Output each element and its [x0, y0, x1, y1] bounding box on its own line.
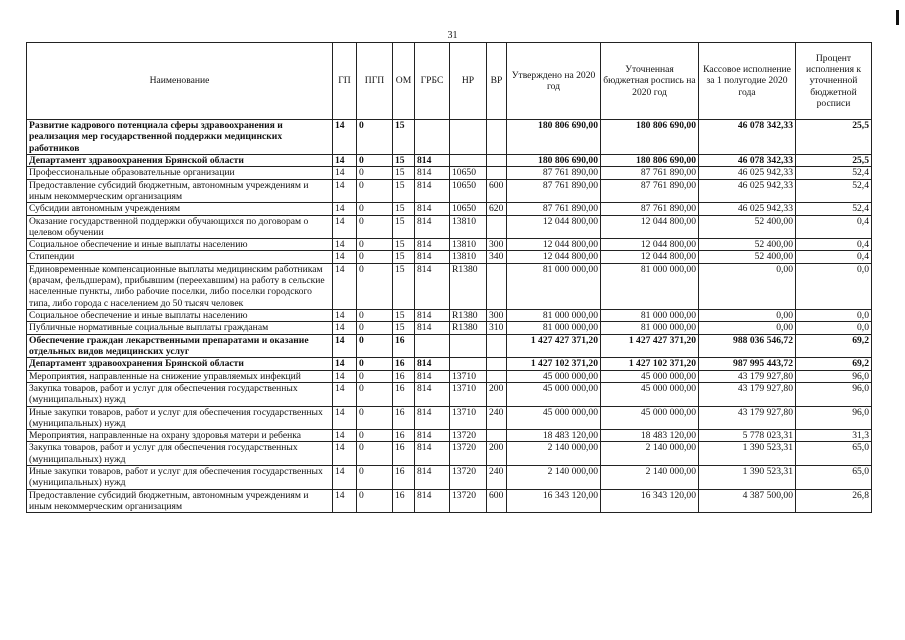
cell-cash: 46 025 942,33 [699, 179, 796, 203]
cell-revised: 87 761 890,00 [601, 167, 699, 179]
table-row [27, 406, 872, 430]
cell-om: 15 [393, 167, 415, 179]
header-gp: ГП [333, 43, 357, 120]
header-grbs: ГРБС [415, 43, 450, 120]
table-row [27, 442, 872, 466]
cell-name: Департамент здравоохранения Брянской области [27, 358, 333, 370]
cell-vr [487, 430, 507, 442]
cell-approved: 18 483 120,00 [507, 430, 601, 442]
cell-vr: 600 [487, 179, 507, 203]
cell-vr [487, 167, 507, 179]
cell-percent: 96,0 [796, 370, 872, 382]
cell-revised: 16 343 120,00 [601, 489, 699, 513]
cell-grbs: 814 [415, 358, 450, 370]
cell-np: 13710 [450, 382, 487, 406]
cell-pgp: 0 [357, 179, 393, 203]
cell-np: R1380 [450, 310, 487, 322]
table-row [27, 167, 872, 179]
cell-pgp: 0 [357, 167, 393, 179]
cell-gp: 14 [333, 203, 357, 215]
cell-revised: 12 044 800,00 [601, 215, 699, 239]
cell-name: Закупка товаров, работ и услуг для обеспечения государственных (муниципальных) нужд [27, 382, 333, 406]
table-body [27, 120, 872, 513]
cell-percent: 65,0 [796, 442, 872, 466]
header-np: НР [450, 43, 487, 120]
cell-percent: 0,4 [796, 215, 872, 239]
cell-name: Публичные нормативные социальные выплаты гражданам [27, 322, 333, 334]
cell-vr: 620 [487, 203, 507, 215]
cell-cash: 0,00 [699, 310, 796, 322]
cell-percent: 0,0 [796, 310, 872, 322]
cell-percent: 0,0 [796, 322, 872, 334]
cell-vr [487, 358, 507, 370]
cell-np: 13810 [450, 239, 487, 251]
cell-revised: 2 140 000,00 [601, 442, 699, 466]
cell-grbs: 814 [415, 167, 450, 179]
cell-cash: 988 036 546,72 [699, 334, 796, 358]
cell-np: 13720 [450, 430, 487, 442]
table-row [27, 263, 872, 309]
cell-percent: 69,2 [796, 334, 872, 358]
cell-vr: 200 [487, 442, 507, 466]
cell-name: Оказание государственной поддержки обучающихся по договорам о целевом обучении [27, 215, 333, 239]
cell-revised: 12 044 800,00 [601, 239, 699, 251]
header-percent: Процент исполнения к уточненной бюджетной росписи [796, 43, 872, 120]
cell-revised: 180 806 690,00 [601, 154, 699, 166]
cell-approved: 45 000 000,00 [507, 406, 601, 430]
cell-gp: 14 [333, 263, 357, 309]
cell-revised: 18 483 120,00 [601, 430, 699, 442]
table-row [27, 334, 872, 358]
cell-name: Департамент здравоохранения Брянской области [27, 154, 333, 166]
cell-pgp: 0 [357, 310, 393, 322]
cell-om: 15 [393, 263, 415, 309]
cell-grbs: 814 [415, 215, 450, 239]
cell-gp: 14 [333, 167, 357, 179]
cell-revised: 87 761 890,00 [601, 179, 699, 203]
cell-np [450, 120, 487, 155]
cell-revised: 45 000 000,00 [601, 406, 699, 430]
cell-pgp: 0 [357, 203, 393, 215]
cell-gp: 14 [333, 334, 357, 358]
cell-percent: 0,4 [796, 239, 872, 251]
header-cash: Кассовое исполнение за 1 полугодие 2020 года [699, 43, 796, 120]
cell-np: 13810 [450, 215, 487, 239]
cell-np [450, 154, 487, 166]
cell-cash: 987 995 443,72 [699, 358, 796, 370]
cell-om: 15 [393, 215, 415, 239]
cell-pgp: 0 [357, 251, 393, 263]
cell-percent: 65,0 [796, 466, 872, 490]
cell-pgp: 0 [357, 215, 393, 239]
cell-om: 15 [393, 154, 415, 166]
cell-grbs: 814 [415, 370, 450, 382]
cell-om: 16 [393, 489, 415, 513]
cell-gp: 14 [333, 154, 357, 166]
cell-percent: 52,4 [796, 203, 872, 215]
cell-grbs: 814 [415, 239, 450, 251]
cell-pgp: 0 [357, 239, 393, 251]
table-row [27, 322, 872, 334]
cell-pgp: 0 [357, 370, 393, 382]
cell-approved: 12 044 800,00 [507, 251, 601, 263]
cell-cash: 46 078 342,33 [699, 154, 796, 166]
cell-cash: 43 179 927,80 [699, 382, 796, 406]
cell-pgp: 0 [357, 334, 393, 358]
cell-om: 15 [393, 251, 415, 263]
cell-name: Мероприятия, направленные на охрану здоровья матери и ребенка [27, 430, 333, 442]
cell-revised: 1 427 102 371,20 [601, 358, 699, 370]
budget-table [26, 42, 872, 513]
cell-gp: 14 [333, 322, 357, 334]
cell-grbs: 814 [415, 263, 450, 309]
cell-pgp: 0 [357, 358, 393, 370]
cell-gp: 14 [333, 310, 357, 322]
cell-grbs: 814 [415, 489, 450, 513]
cell-np: 13810 [450, 251, 487, 263]
cell-percent: 52,4 [796, 167, 872, 179]
cell-revised: 2 140 000,00 [601, 466, 699, 490]
cell-vr: 310 [487, 322, 507, 334]
cell-grbs: 814 [415, 322, 450, 334]
cell-percent: 96,0 [796, 382, 872, 406]
cell-cash: 0,00 [699, 263, 796, 309]
header-approved: Утверждено на 2020 год [507, 43, 601, 120]
cell-approved: 16 343 120,00 [507, 489, 601, 513]
cell-vr: 200 [487, 382, 507, 406]
cell-grbs: 814 [415, 203, 450, 215]
cell-cash: 43 179 927,80 [699, 370, 796, 382]
header-revised: Уточненная бюджетная роспись на 2020 год [601, 43, 699, 120]
cell-vr: 340 [487, 251, 507, 263]
cell-percent: 96,0 [796, 406, 872, 430]
cell-om: 16 [393, 442, 415, 466]
cell-gp: 14 [333, 358, 357, 370]
cell-revised: 12 044 800,00 [601, 251, 699, 263]
header-om: ОМ [393, 43, 415, 120]
cell-vr [487, 215, 507, 239]
cell-name: Профессиональные образовательные организации [27, 167, 333, 179]
cell-percent: 31,3 [796, 430, 872, 442]
header-pgp: ПГП [357, 43, 393, 120]
cell-revised: 45 000 000,00 [601, 370, 699, 382]
cell-cash: 0,00 [699, 322, 796, 334]
cell-name: Обеспечение граждан лекарственными препаратами и оказание отдельных видов медицинских услуг [27, 334, 333, 358]
table-row [27, 251, 872, 263]
cell-name: Иные закупки товаров, работ и услуг для обеспечения государственных (муниципальных) нужд [27, 406, 333, 430]
cell-cash: 4 387 500,00 [699, 489, 796, 513]
cell-gp: 14 [333, 179, 357, 203]
cell-om: 16 [393, 382, 415, 406]
cell-approved: 2 140 000,00 [507, 466, 601, 490]
cell-percent: 0,0 [796, 263, 872, 309]
cell-grbs: 814 [415, 251, 450, 263]
table-row [27, 239, 872, 251]
cell-cash: 52 400,00 [699, 251, 796, 263]
cell-name: Социальное обеспечение и иные выплаты населению [27, 239, 333, 251]
cell-vr: 300 [487, 310, 507, 322]
cell-vr [487, 154, 507, 166]
cell-vr [487, 334, 507, 358]
cell-name: Развитие кадрового потенциала сферы здравоохранения и реализация мер государственной поддержки медицинских работников [27, 120, 333, 155]
cell-np: R1380 [450, 263, 487, 309]
cell-gp: 14 [333, 251, 357, 263]
cell-np [450, 334, 487, 358]
cell-om: 15 [393, 203, 415, 215]
cell-np: 10650 [450, 167, 487, 179]
header-row [27, 43, 872, 120]
cell-grbs: 814 [415, 466, 450, 490]
cell-approved: 2 140 000,00 [507, 442, 601, 466]
cell-cash: 43 179 927,80 [699, 406, 796, 430]
table-row [27, 215, 872, 239]
table-row [27, 370, 872, 382]
table-row [27, 203, 872, 215]
cell-cash: 5 778 023,31 [699, 430, 796, 442]
cell-cash: 46 078 342,33 [699, 120, 796, 155]
cell-om: 15 [393, 322, 415, 334]
cell-gp: 14 [333, 120, 357, 155]
cell-cash: 46 025 942,33 [699, 203, 796, 215]
table-row [27, 179, 872, 203]
cell-vr: 240 [487, 466, 507, 490]
cell-approved: 1 427 427 371,20 [507, 334, 601, 358]
cell-gp: 14 [333, 239, 357, 251]
cell-revised: 87 761 890,00 [601, 203, 699, 215]
cell-pgp: 0 [357, 120, 393, 155]
cell-name: Единовременные компенсационные выплаты медицинским работникам (врачам, фельдшерам), прибывшим (переехавшим) на работу в сельские населенные пункты, либо рабочие поселки, либо поселки городского типа, либо города с населением до 50 тысяч человек [27, 263, 333, 309]
cell-approved: 87 761 890,00 [507, 203, 601, 215]
cell-name: Мероприятия, направленные на снижение управляемых инфекций [27, 370, 333, 382]
cell-gp: 14 [333, 442, 357, 466]
cell-name: Стипендии [27, 251, 333, 263]
cell-approved: 180 806 690,00 [507, 120, 601, 155]
cell-approved: 87 761 890,00 [507, 179, 601, 203]
table-row [27, 430, 872, 442]
cell-np: 13720 [450, 442, 487, 466]
cell-grbs: 814 [415, 382, 450, 406]
cell-pgp: 0 [357, 489, 393, 513]
cell-om: 16 [393, 370, 415, 382]
cell-approved: 81 000 000,00 [507, 310, 601, 322]
cell-approved: 12 044 800,00 [507, 215, 601, 239]
table-row [27, 466, 872, 490]
cell-np: 13720 [450, 489, 487, 513]
cell-percent: 25,5 [796, 154, 872, 166]
cell-cash: 1 390 523,31 [699, 466, 796, 490]
cell-gp: 14 [333, 406, 357, 430]
table-row [27, 120, 872, 155]
cell-pgp: 0 [357, 382, 393, 406]
cell-om: 15 [393, 179, 415, 203]
cell-om: 15 [393, 310, 415, 322]
cell-approved: 81 000 000,00 [507, 322, 601, 334]
cell-om: 15 [393, 120, 415, 155]
cell-pgp: 0 [357, 322, 393, 334]
cell-name: Субсидии автономным учреждениям [27, 203, 333, 215]
table-row [27, 358, 872, 370]
cell-name: Закупка товаров, работ и услуг для обеспечения государственных (муниципальных) нужд [27, 442, 333, 466]
cell-vr [487, 263, 507, 309]
cell-name: Предоставление субсидий бюджетным, автономным учреждениям и иным некоммерческим организациям [27, 489, 333, 513]
cell-vr [487, 370, 507, 382]
cell-vr: 240 [487, 406, 507, 430]
table-row [27, 310, 872, 322]
cell-revised: 81 000 000,00 [601, 263, 699, 309]
cell-revised: 81 000 000,00 [601, 322, 699, 334]
cell-om: 16 [393, 406, 415, 430]
cell-revised: 45 000 000,00 [601, 382, 699, 406]
cell-grbs [415, 120, 450, 155]
cell-name: Предоставление субсидий бюджетным, автономным учреждениям и иным некоммерческим организациям [27, 179, 333, 203]
cell-revised: 180 806 690,00 [601, 120, 699, 155]
table-row [27, 489, 872, 513]
cell-grbs: 814 [415, 406, 450, 430]
cell-vr: 600 [487, 489, 507, 513]
cell-np: 10650 [450, 203, 487, 215]
cell-percent: 69,2 [796, 358, 872, 370]
header-name: Наименование [27, 43, 333, 120]
cell-gp: 14 [333, 215, 357, 239]
cell-approved: 81 000 000,00 [507, 263, 601, 309]
cell-gp: 14 [333, 370, 357, 382]
cell-om: 15 [393, 239, 415, 251]
cell-pgp: 0 [357, 406, 393, 430]
cell-vr [487, 120, 507, 155]
table-row [27, 154, 872, 166]
cell-om: 16 [393, 466, 415, 490]
cell-gp: 14 [333, 430, 357, 442]
page-number: 31 [447, 30, 458, 41]
cell-approved: 45 000 000,00 [507, 382, 601, 406]
cell-grbs: 814 [415, 430, 450, 442]
cell-percent: 0,4 [796, 251, 872, 263]
cell-pgp: 0 [357, 466, 393, 490]
cell-pgp: 0 [357, 263, 393, 309]
cell-grbs: 814 [415, 310, 450, 322]
cell-approved: 87 761 890,00 [507, 167, 601, 179]
cell-np [450, 358, 487, 370]
cell-pgp: 0 [357, 442, 393, 466]
cell-np: 13720 [450, 466, 487, 490]
cell-name: Социальное обеспечение и иные выплаты населению [27, 310, 333, 322]
cell-gp: 14 [333, 466, 357, 490]
table-row [27, 382, 872, 406]
cell-revised: 1 427 427 371,20 [601, 334, 699, 358]
cell-cash: 46 025 942,33 [699, 167, 796, 179]
cell-om: 16 [393, 358, 415, 370]
cell-percent: 52,4 [796, 179, 872, 203]
header-vr: ВР [487, 43, 507, 120]
cell-np: 13710 [450, 370, 487, 382]
cell-cash: 52 400,00 [699, 239, 796, 251]
cell-grbs: 814 [415, 442, 450, 466]
cell-pgp: 0 [357, 430, 393, 442]
cell-approved: 45 000 000,00 [507, 370, 601, 382]
cell-np: R1380 [450, 322, 487, 334]
cell-approved: 12 044 800,00 [507, 239, 601, 251]
cell-np: 13710 [450, 406, 487, 430]
cell-percent: 25,5 [796, 120, 872, 155]
cell-approved: 1 427 102 371,20 [507, 358, 601, 370]
cell-grbs [415, 334, 450, 358]
cell-grbs: 814 [415, 179, 450, 203]
margin-mark [896, 10, 899, 25]
cell-np: 10650 [450, 179, 487, 203]
cell-revised: 81 000 000,00 [601, 310, 699, 322]
cell-vr: 300 [487, 239, 507, 251]
cell-gp: 14 [333, 489, 357, 513]
cell-om: 16 [393, 334, 415, 358]
cell-approved: 180 806 690,00 [507, 154, 601, 166]
cell-pgp: 0 [357, 154, 393, 166]
cell-percent: 26,8 [796, 489, 872, 513]
cell-om: 16 [393, 430, 415, 442]
cell-cash: 1 390 523,31 [699, 442, 796, 466]
cell-gp: 14 [333, 382, 357, 406]
cell-name: Иные закупки товаров, работ и услуг для обеспечения государственных (муниципальных) нужд [27, 466, 333, 490]
cell-grbs: 814 [415, 154, 450, 166]
cell-cash: 52 400,00 [699, 215, 796, 239]
